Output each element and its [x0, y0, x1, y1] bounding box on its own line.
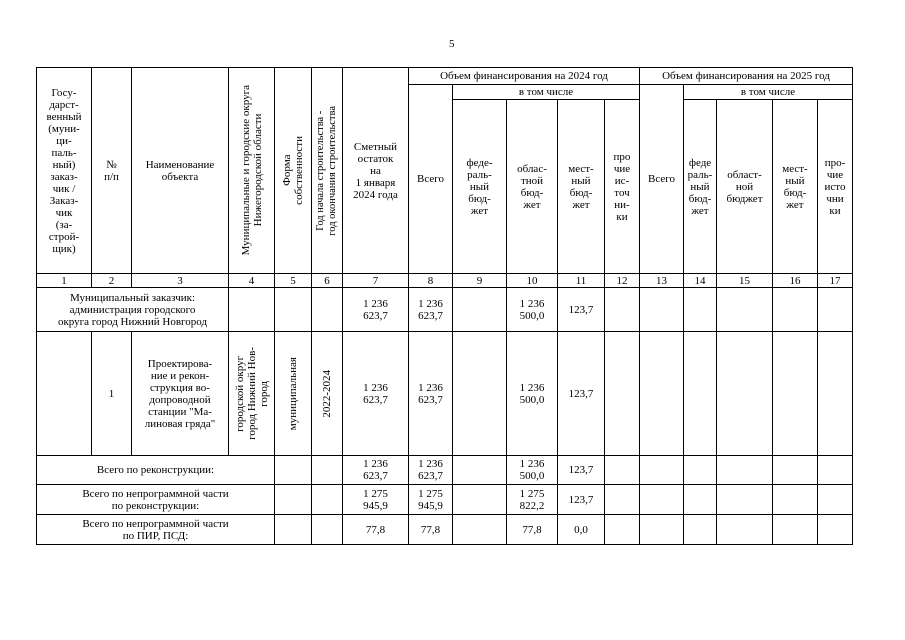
- balance-value: 1 236 623,7: [343, 332, 409, 456]
- local-2024-value: 123,7: [558, 332, 605, 456]
- empty-cell: [717, 485, 773, 515]
- balance-value: 77,8: [343, 515, 409, 545]
- total-2024-value: 77,8: [409, 515, 453, 545]
- column-number: 9: [453, 274, 507, 288]
- customer-label: Муниципальный заказчик: администрация городского округа город Нижний Новгород: [37, 288, 229, 332]
- empty-cell: [818, 515, 853, 545]
- empty-cell: [640, 332, 684, 456]
- header-local-2025: мест- ный бюд- жет: [773, 100, 818, 274]
- header-municipalities-cell: [229, 68, 275, 274]
- column-number: 2: [92, 274, 132, 288]
- total-nonprog-reconstruction-row: [37, 485, 853, 515]
- empty-cell: [640, 485, 684, 515]
- empty-cell: [453, 332, 507, 456]
- empty-cell: [684, 288, 717, 332]
- header-municipalities: Муниципальные и городские округа Нижегородской области: [239, 85, 264, 256]
- regional-2024-value: 77,8: [507, 515, 558, 545]
- column-number: 4: [229, 274, 275, 288]
- column-number: 10: [507, 274, 558, 288]
- regional-2024-value: 1 236 500,0: [507, 288, 558, 332]
- empty-cell: [312, 515, 343, 545]
- empty-cell: [312, 288, 343, 332]
- empty-cell: [453, 485, 507, 515]
- total-nonprog-pir-row: [37, 515, 853, 545]
- header-incl-2025: в том числе: [684, 85, 853, 100]
- empty-cell: [312, 485, 343, 515]
- object-years: 2022-2024: [321, 369, 333, 418]
- header-balance: Сметный остаток на 1 января 2024 года: [343, 68, 409, 274]
- local-2024-value: 123,7: [558, 288, 605, 332]
- customer-row: [37, 288, 853, 332]
- regional-2024-value: 1 275 822,2: [507, 485, 558, 515]
- balance-value: 1 236 623,7: [343, 288, 409, 332]
- empty-cell: [275, 456, 312, 485]
- empty-cell: [605, 485, 640, 515]
- empty-cell: [275, 515, 312, 545]
- balance-value: 1 236 623,7: [343, 456, 409, 485]
- empty-cell: [773, 456, 818, 485]
- column-number: 12: [605, 274, 640, 288]
- empty-cell: [818, 332, 853, 456]
- local-2024-value: 0,0: [558, 515, 605, 545]
- header-ownership: Форма собственности: [281, 136, 305, 205]
- financing-table: [36, 67, 853, 545]
- header-years: Год начала строительства - год окончания строительства: [315, 105, 338, 236]
- header-fin-2024: Объем финансирования на 2024 год: [409, 68, 640, 85]
- column-number: 6: [312, 274, 343, 288]
- column-number-row: [37, 274, 853, 288]
- total-2024-value: 1 236 623,7: [409, 332, 453, 456]
- empty-cell: [818, 288, 853, 332]
- empty-cell: [818, 456, 853, 485]
- balance-value: 1 275 945,9: [343, 485, 409, 515]
- object-number: 1: [92, 332, 132, 456]
- empty-cell: [275, 485, 312, 515]
- object-ownership: муниципальная: [287, 356, 299, 431]
- empty-cell: [453, 456, 507, 485]
- empty-cell: [640, 456, 684, 485]
- object-row: [37, 332, 853, 456]
- empty-cell: [717, 288, 773, 332]
- empty-cell: [605, 456, 640, 485]
- empty-cell: [605, 288, 640, 332]
- regional-2024-value: 1 236 500,0: [507, 456, 558, 485]
- header-regional-2024: облас- тной бюд- жет: [507, 100, 558, 274]
- total-reconstruction-label: Всего по реконструкции:: [37, 456, 275, 485]
- empty-cell: [684, 456, 717, 485]
- empty-cell: [37, 332, 92, 456]
- empty-cell: [684, 515, 717, 545]
- total-2024-value: 1 236 623,7: [409, 288, 453, 332]
- header-incl-2024: в том числе: [453, 85, 640, 100]
- total-2024-value: 1 275 945,9: [409, 485, 453, 515]
- column-number: 8: [409, 274, 453, 288]
- empty-cell: [605, 515, 640, 545]
- header-object-name: Наименование объекта: [132, 68, 229, 274]
- column-number: 16: [773, 274, 818, 288]
- column-number: 5: [275, 274, 312, 288]
- column-number: 13: [640, 274, 684, 288]
- empty-cell: [640, 515, 684, 545]
- header-regional-2025: област- ной бюджет: [717, 100, 773, 274]
- object-municipality-cell: [229, 332, 275, 456]
- total-reconstruction-row: [37, 456, 853, 485]
- empty-cell: [312, 456, 343, 485]
- column-number: 3: [132, 274, 229, 288]
- header-total-2025: Всего: [640, 85, 684, 274]
- column-number: 7: [343, 274, 409, 288]
- total-nonprog-pir-label: Всего по непрограммной части по ПИР, ПСД:: [37, 515, 275, 545]
- object-years-cell: [312, 332, 343, 456]
- empty-cell: [453, 288, 507, 332]
- empty-cell: [640, 288, 684, 332]
- local-2024-value: 123,7: [558, 456, 605, 485]
- header-federal-2024: феде- раль- ный бюд- жет: [453, 100, 507, 274]
- page-number: 5: [449, 38, 455, 50]
- empty-cell: [684, 485, 717, 515]
- header-other-2024: про чие ис- точ ни- ки: [605, 100, 640, 274]
- total-nonprog-reconstruction-label: Всего по непрограммной части по реконструкции:: [37, 485, 275, 515]
- empty-cell: [453, 515, 507, 545]
- empty-cell: [773, 485, 818, 515]
- local-2024-value: 123,7: [558, 485, 605, 515]
- empty-cell: [717, 515, 773, 545]
- header-total-2024: Всего: [409, 85, 453, 274]
- header-other-2025: про- чие исто чни ки: [818, 100, 853, 274]
- empty-cell: [275, 288, 312, 332]
- empty-cell: [773, 515, 818, 545]
- header-ownership-cell: [275, 68, 312, 274]
- empty-cell: [684, 332, 717, 456]
- column-number: 14: [684, 274, 717, 288]
- empty-cell: [773, 332, 818, 456]
- column-number: 17: [818, 274, 853, 288]
- header-federal-2025: феде раль- ный бюд- жет: [684, 100, 717, 274]
- header-number: № п/п: [92, 68, 132, 274]
- empty-cell: [717, 456, 773, 485]
- object-municipality: городской округ город Нижний Нов- город: [233, 347, 270, 440]
- column-number: 15: [717, 274, 773, 288]
- regional-2024-value: 1 236 500,0: [507, 332, 558, 456]
- object-name: Проектирова- ние и рекон- струкция во- допроводной станции "Ма- линовая гряда": [132, 332, 229, 456]
- empty-cell: [229, 288, 275, 332]
- column-number: 11: [558, 274, 605, 288]
- object-ownership-cell: [275, 332, 312, 456]
- header-local-2024: мест- ный бюд- жет: [558, 100, 605, 274]
- total-2024-value: 1 236 623,7: [409, 456, 453, 485]
- header-years-cell: [312, 68, 343, 274]
- empty-cell: [773, 288, 818, 332]
- header-fin-2025: Объем финансирования на 2025 год: [640, 68, 853, 85]
- empty-cell: [605, 332, 640, 456]
- header-customer: Госу- дарст- венный (муни- ци- паль- ный) заказ- чик / Заказ- чик (за- строй- щик): [37, 68, 92, 274]
- empty-cell: [717, 332, 773, 456]
- empty-cell: [818, 485, 853, 515]
- column-number: 1: [37, 274, 92, 288]
